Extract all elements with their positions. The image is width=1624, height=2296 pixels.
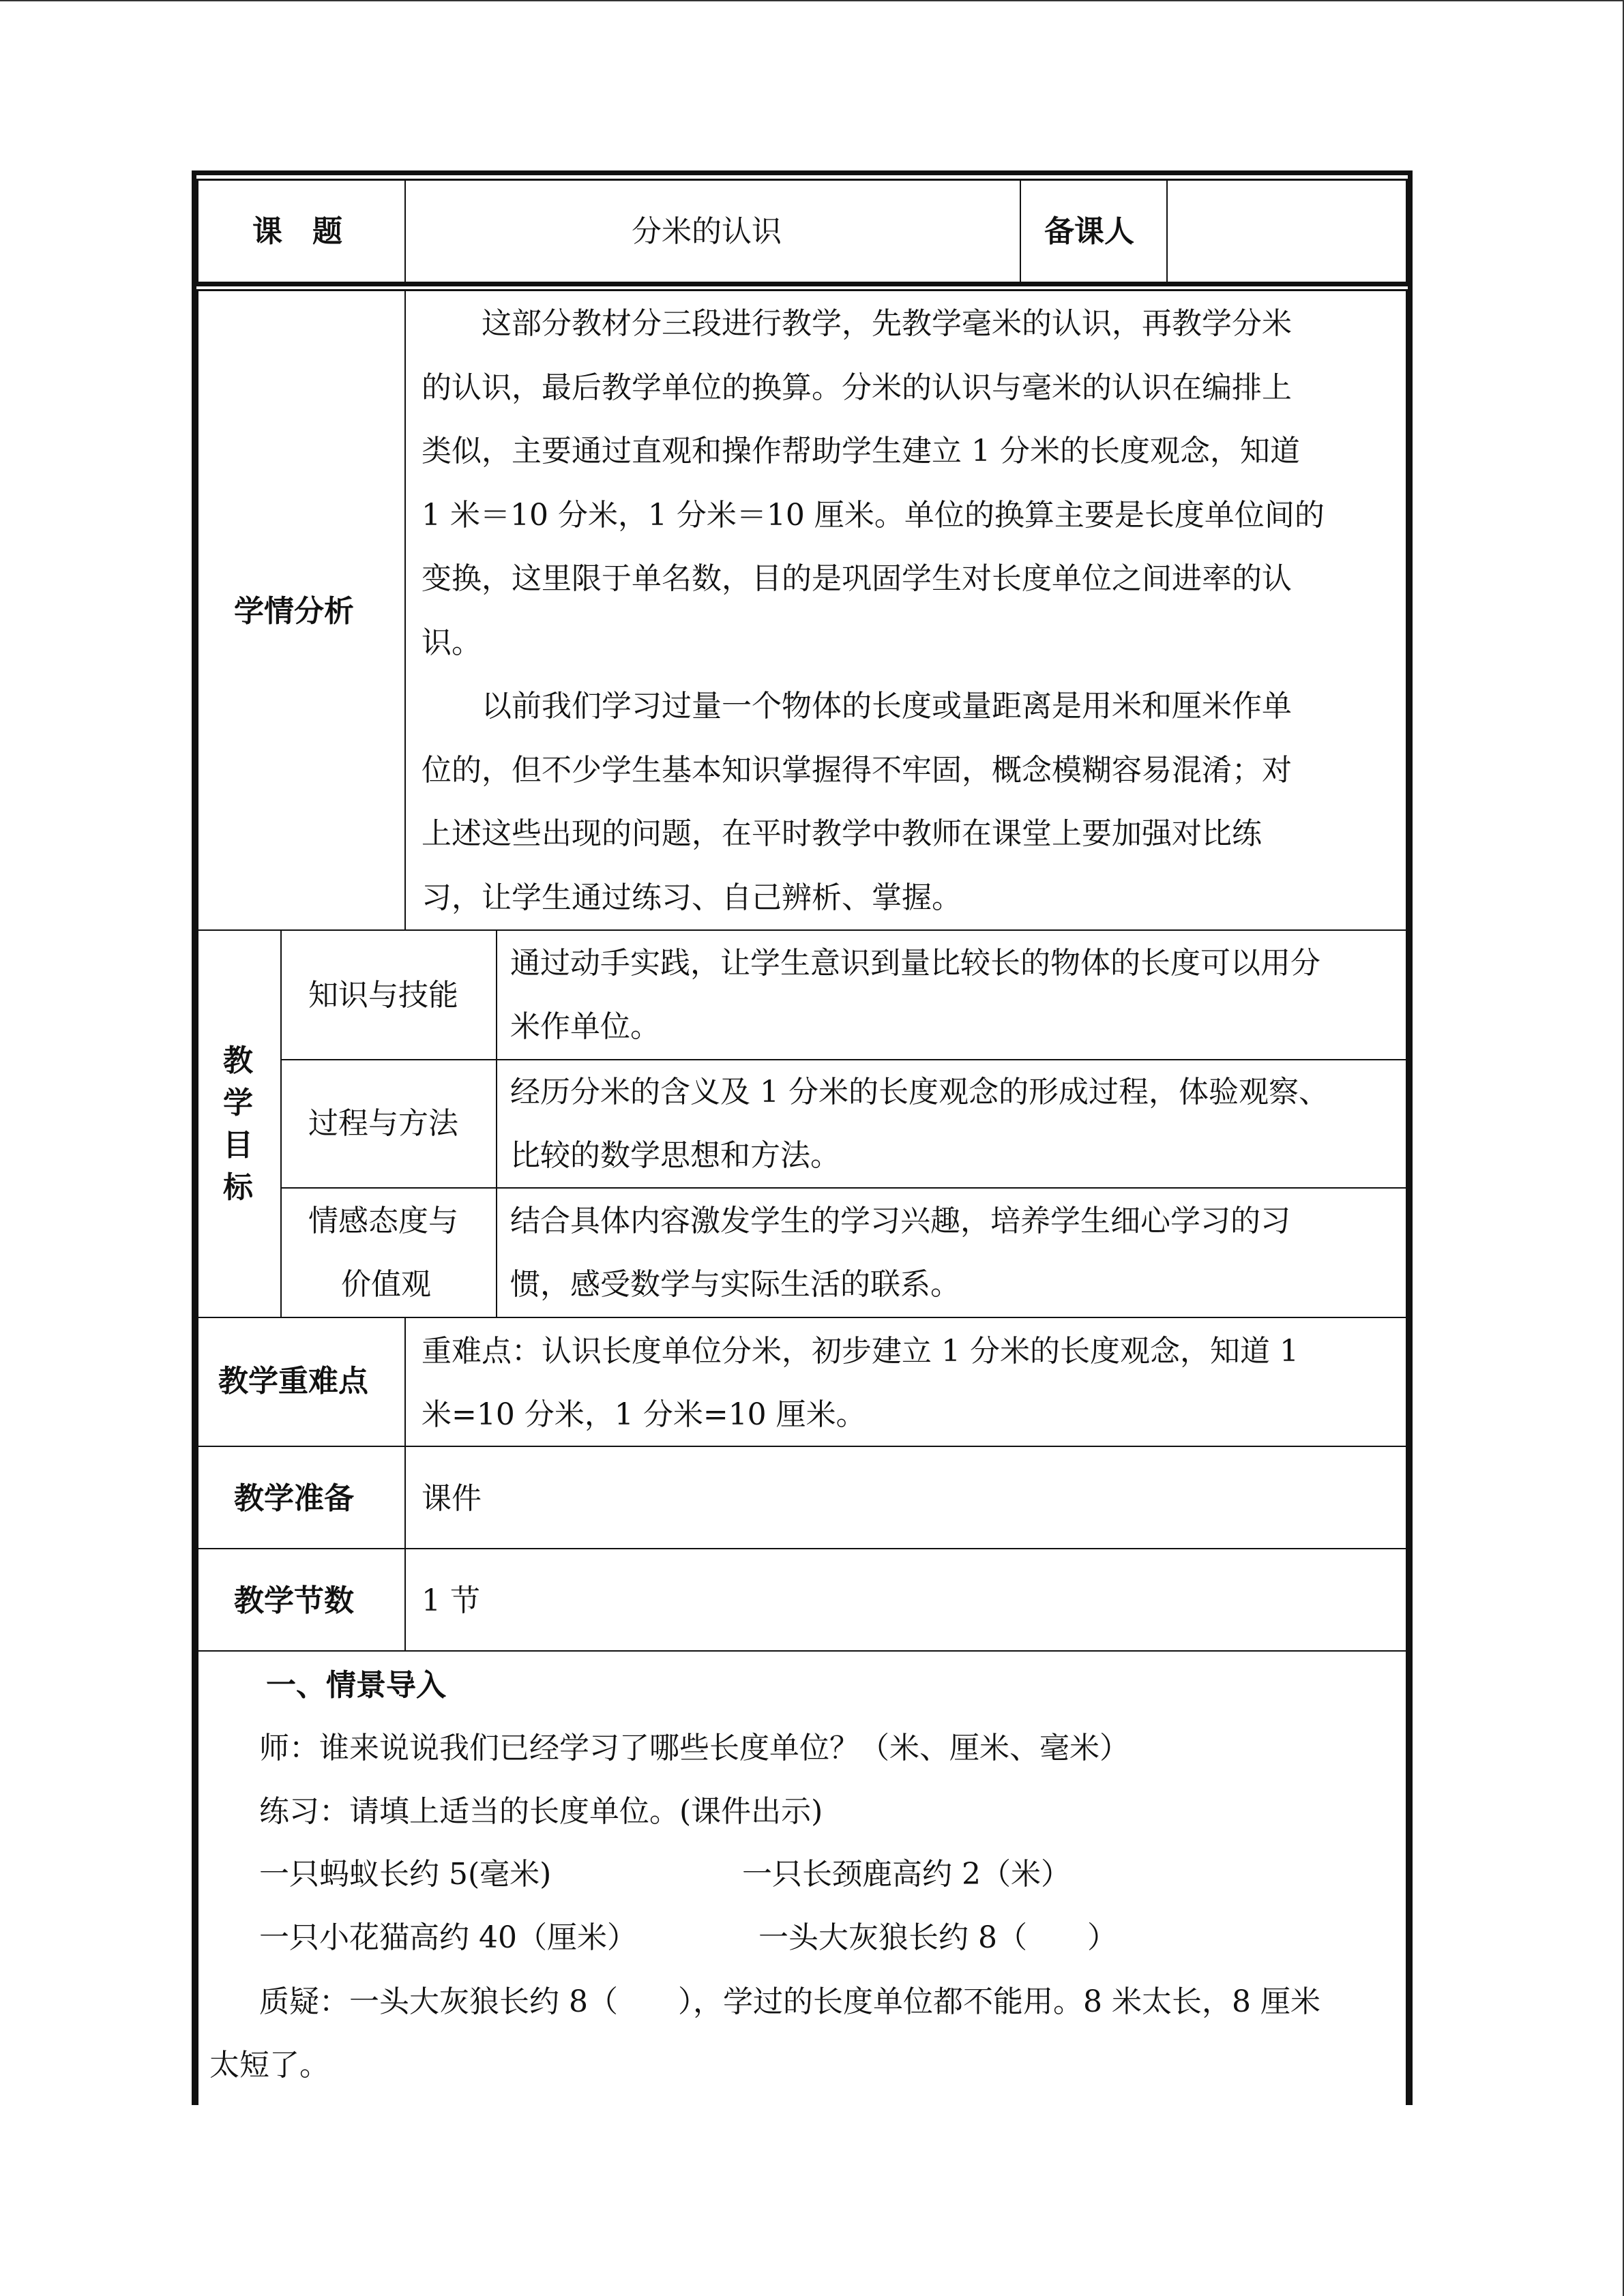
goal-line: 经历分米的含义及 1 分米的长度观念的形成过程，体验观察、 xyxy=(510,1075,1329,1109)
rule xyxy=(196,179,198,284)
goal-name-process: 过程与方法 xyxy=(308,1106,458,1141)
goal-line: 通过动手实践，让学生意识到量比较长的物体的长度可以用分 xyxy=(510,946,1320,981)
rule xyxy=(196,289,198,2105)
analysis-line: 变换，这里限于单名数，目的是巩固学生对长度单位之间进率的认 xyxy=(422,561,1292,596)
goal-line: 比较的数学思想和方法。 xyxy=(510,1138,840,1173)
rule xyxy=(404,289,406,930)
exercise-item: 一头大灰狼长约 8（ ） xyxy=(758,1920,1117,1955)
rule xyxy=(196,289,1408,291)
preparation-value: 课件 xyxy=(422,1481,482,1516)
analysis-line: 1 米＝10 分米，1 分米＝10 厘米。单位的换算主要是长度单位间的 xyxy=(422,497,1325,533)
keypoints-label: 教学重难点 xyxy=(218,1364,368,1399)
preparation-label: 教学准备 xyxy=(234,1481,354,1516)
rule xyxy=(1406,179,1408,284)
exercise-item: 一只长颈鹿高约 2（米） xyxy=(742,1857,1071,1892)
rule xyxy=(1166,179,1168,284)
process-line: 太短了。 xyxy=(209,2048,329,2083)
topic-value: 分米的认识 xyxy=(632,214,782,249)
goals-label xyxy=(222,1040,254,1209)
analysis-line: 的认识，最后教学单位的换算。分米的认识与毫米的认识在编排上 xyxy=(422,370,1292,405)
goals-label-char: 目 xyxy=(223,1128,253,1163)
keypoints-line: 米=10 分米，1 分米=10 厘米。 xyxy=(422,1397,866,1432)
goal-name-knowledge: 知识与技能 xyxy=(308,978,458,1013)
goal-name-line: 情感态度与 xyxy=(308,1204,458,1238)
exercise-item: 一只小花猫高约 40（厘米） xyxy=(259,1920,637,1955)
rule xyxy=(196,929,1408,931)
analysis-line: 习，让学生通过练习、自己辨析、掌握。 xyxy=(422,880,962,915)
periods-label: 教学节数 xyxy=(234,1583,354,1618)
rule xyxy=(404,179,406,284)
keypoints-line: 重难点：认识长度单位分米，初步建立 1 分米的长度观念，知道 1 xyxy=(422,1334,1299,1369)
goal-line: 惯，感受数学与实际生活的联系。 xyxy=(510,1267,960,1302)
analysis-line: 位的，但不少学生基本知识掌握得不牢固，概念模糊容易混淆；对 xyxy=(422,752,1292,788)
goal-text-process xyxy=(510,1060,1404,1187)
goal-text-knowledge xyxy=(510,931,1404,1058)
rule xyxy=(280,929,282,1318)
goal-name-line: 价值观 xyxy=(341,1267,431,1302)
process-line: 练习：请填上适当的长度单位。(课件出示) xyxy=(259,1794,823,1829)
preparer-label: 备课人 xyxy=(1044,214,1134,249)
rule xyxy=(280,1187,1408,1189)
analysis-line: 识。 xyxy=(422,625,482,660)
rule xyxy=(1406,289,1408,2105)
rule xyxy=(1020,179,1021,284)
process-line: 师：谁来说说我们已经学习了哪些长度单位？（米、厘米、毫米） xyxy=(259,1731,1130,1765)
keypoints-text xyxy=(422,1320,1404,1446)
periods-value: 1 节 xyxy=(422,1583,480,1618)
analysis-line: 类似，主要通过直观和操作帮助学生建立 1 分米的长度观念，知道 xyxy=(422,434,1300,468)
process-line: 质疑：一头大灰狼长约 8（ ），学过的长度单位都不能用。8 米太长，8 厘米 xyxy=(259,1984,1320,2019)
analysis-line: 这部分教材分三段进行教学，先教学毫米的认识，再教学分米 xyxy=(422,306,1292,341)
analysis-line: 以前我们学习过量一个物体的长度或量距离是用米和厘米作单 xyxy=(422,689,1292,724)
analysis-text xyxy=(422,292,1404,929)
rule xyxy=(196,282,1408,286)
goal-name-emotion xyxy=(308,1189,458,1316)
goal-line: 结合具体内容激发学生的学习兴趣，培养学生细心学习的习 xyxy=(510,1204,1290,1238)
rule xyxy=(196,1548,1408,1549)
goals-label-char: 标 xyxy=(223,1170,253,1205)
topic-label: 课 题 xyxy=(252,214,342,249)
rule xyxy=(196,1650,1408,1652)
goals-label-char: 学 xyxy=(223,1086,253,1120)
goal-line: 米作单位。 xyxy=(510,1009,660,1044)
exercise-item: 一只蚂蚁长约 5(毫米) xyxy=(259,1857,552,1892)
goal-text-emotion xyxy=(510,1189,1404,1316)
analysis-line: 上述这些出现的问题，在平时教学中教师在课堂上要加强对比练 xyxy=(422,816,1262,851)
rule xyxy=(404,1317,406,1652)
rule xyxy=(496,929,497,1318)
rule xyxy=(196,179,1408,181)
goals-label-char: 教 xyxy=(223,1043,253,1078)
analysis-label: 学情分析 xyxy=(234,594,354,629)
rule xyxy=(196,1317,1408,1318)
process-heading: 一、情景导入 xyxy=(266,1668,446,1703)
